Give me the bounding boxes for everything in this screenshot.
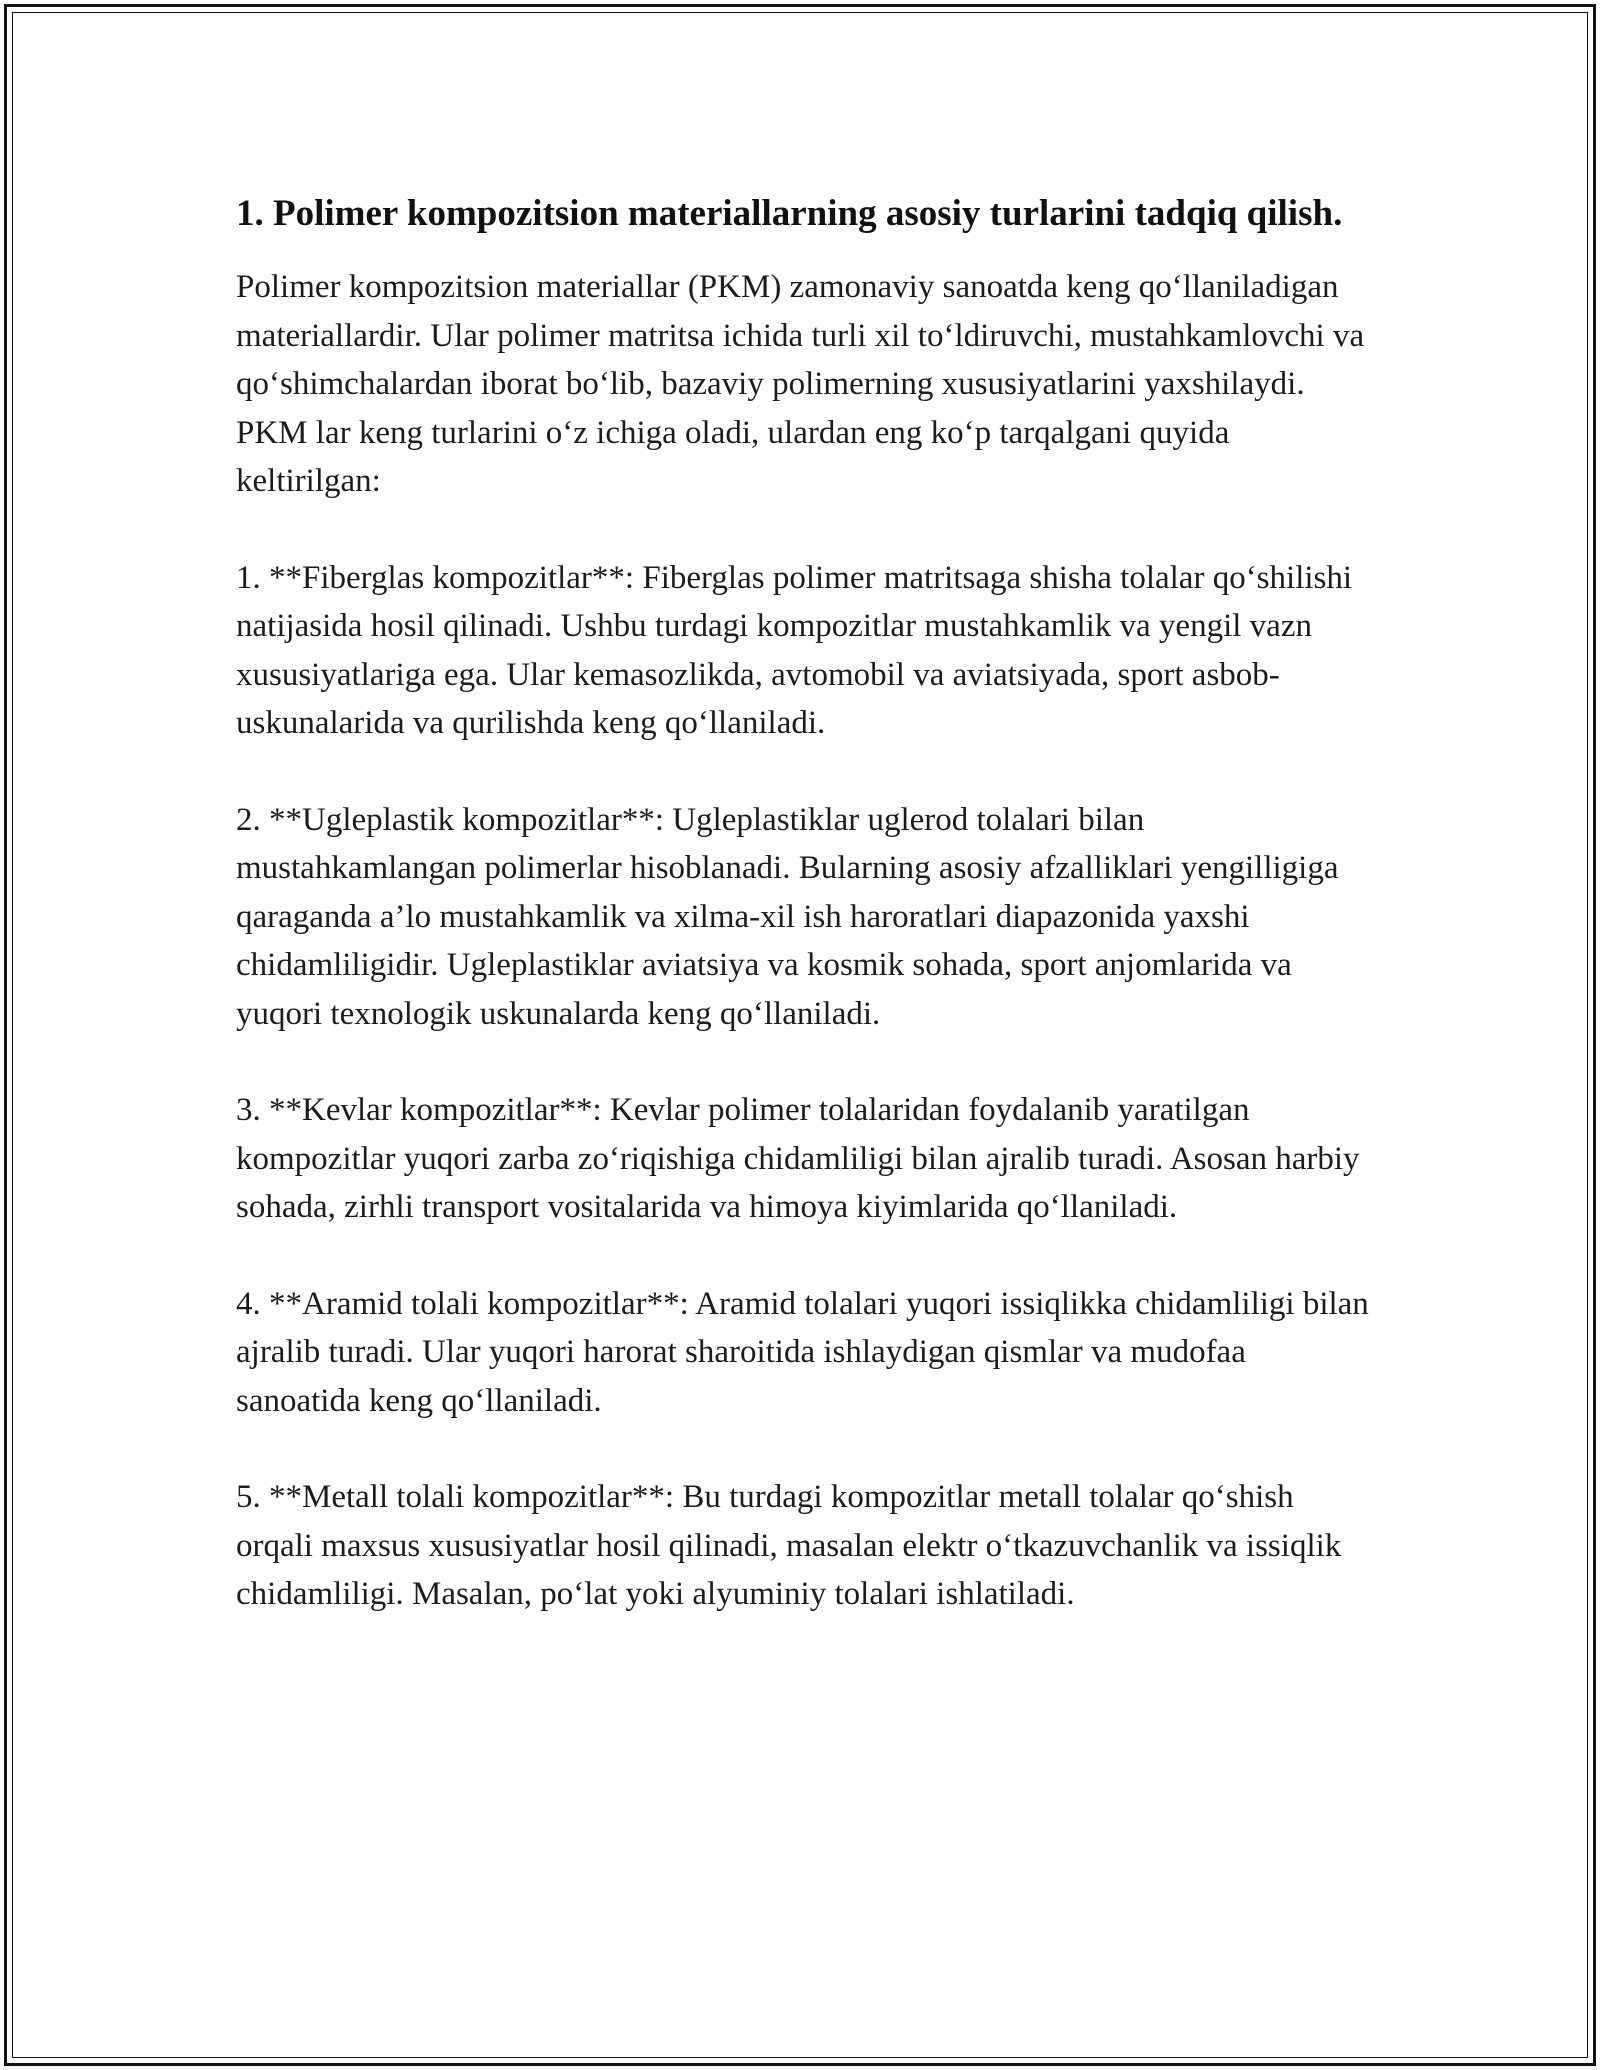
document-body bbox=[236, 186, 1376, 1667]
list-item-aramid: 4. **Aramid tolali kompozitlar**: Aramid tolalari yuqori issiqlikka chidamliligi bilan ajralib turadi. Ular yuqori harorat sharoitida ishlaydigan qismlar va mudofaa sanoatida keng qo‘llaniladi. bbox=[236, 1285, 1369, 1419]
list-item-fiberglas: 1. **Fiberglas kompozitlar**: Fiberglas polimer matritsaga shisha tolalar qo‘shilishi natijasida hosil qilinadi. Ushbu turdagi kompozitlar mustahkamlik va yengil vazn xususiyatlariga ega. Ular kemasozlikda, avtomobil va aviatsiyada, sport asbob-uskunalarida va qurilishda keng qo‘llaniladi. bbox=[236, 559, 1353, 741]
list-item-ugleplastik: 2. **Ugleplastik kompozitlar**: Ugleplastiklar uglerod tolalari bilan mustahkamlangan polimerlar hisoblanadi. Bularning asosiy afzalliklari yengilligiga qaraganda a’lo mustahkamlik va xilma-xil ish haroratlari diapazonida yaxshi chidamliligidir. Ugleplastiklar aviatsiya va kosmik sohada, sport anjomlarida va yuqori texnologik uskunalarda keng qo‘llaniladi. bbox=[236, 801, 1339, 1032]
list-item-metall: 5. **Metall tolali kompozitlar**: Bu turdagi kompozitlar metall tolalar qo‘shish orqali maxsus xususiyatlar hosil qilinadi, masalan elektr o‘tkazuvchanlik va issiqlik chidamliligi. Masalan, po‘lat yoki alyuminiy tolalari ishlatiladi. bbox=[236, 1479, 1342, 1612]
list-item-kevlar: 3. **Kevlar kompozitlar**: Kevlar polimer tolalaridan foydalanib yaratilgan kompozitlar yuqori zarba zo‘riqishiga chidamliligi bilan ajralib turadi. Asosan harbiy sohada, zirhli transport vositalarida va himoya kiyimlarida qo‘llaniladi. bbox=[236, 1092, 1360, 1225]
intro-paragraph: Polimer kompozitsion materiallar (PKM) zamonaviy sanoatda keng qo‘llaniladigan materiallardir. Ular polimer matritsa ichida turli xil to‘ldiruvchi, mustahkamlovchi va qo‘shimchalardan iborat bo‘lib, bazaviy polimerning xususiyatlarini yaxshilaydi. PKM lar keng turlarini o‘z ichiga oladi, ulardan eng ko‘p tarqalgani quyida keltirilgan: bbox=[236, 269, 1365, 499]
document-title: 1. Polimer kompozitsion materiallarning asosiy turlarini tadqiq qilish. bbox=[236, 193, 1343, 234]
